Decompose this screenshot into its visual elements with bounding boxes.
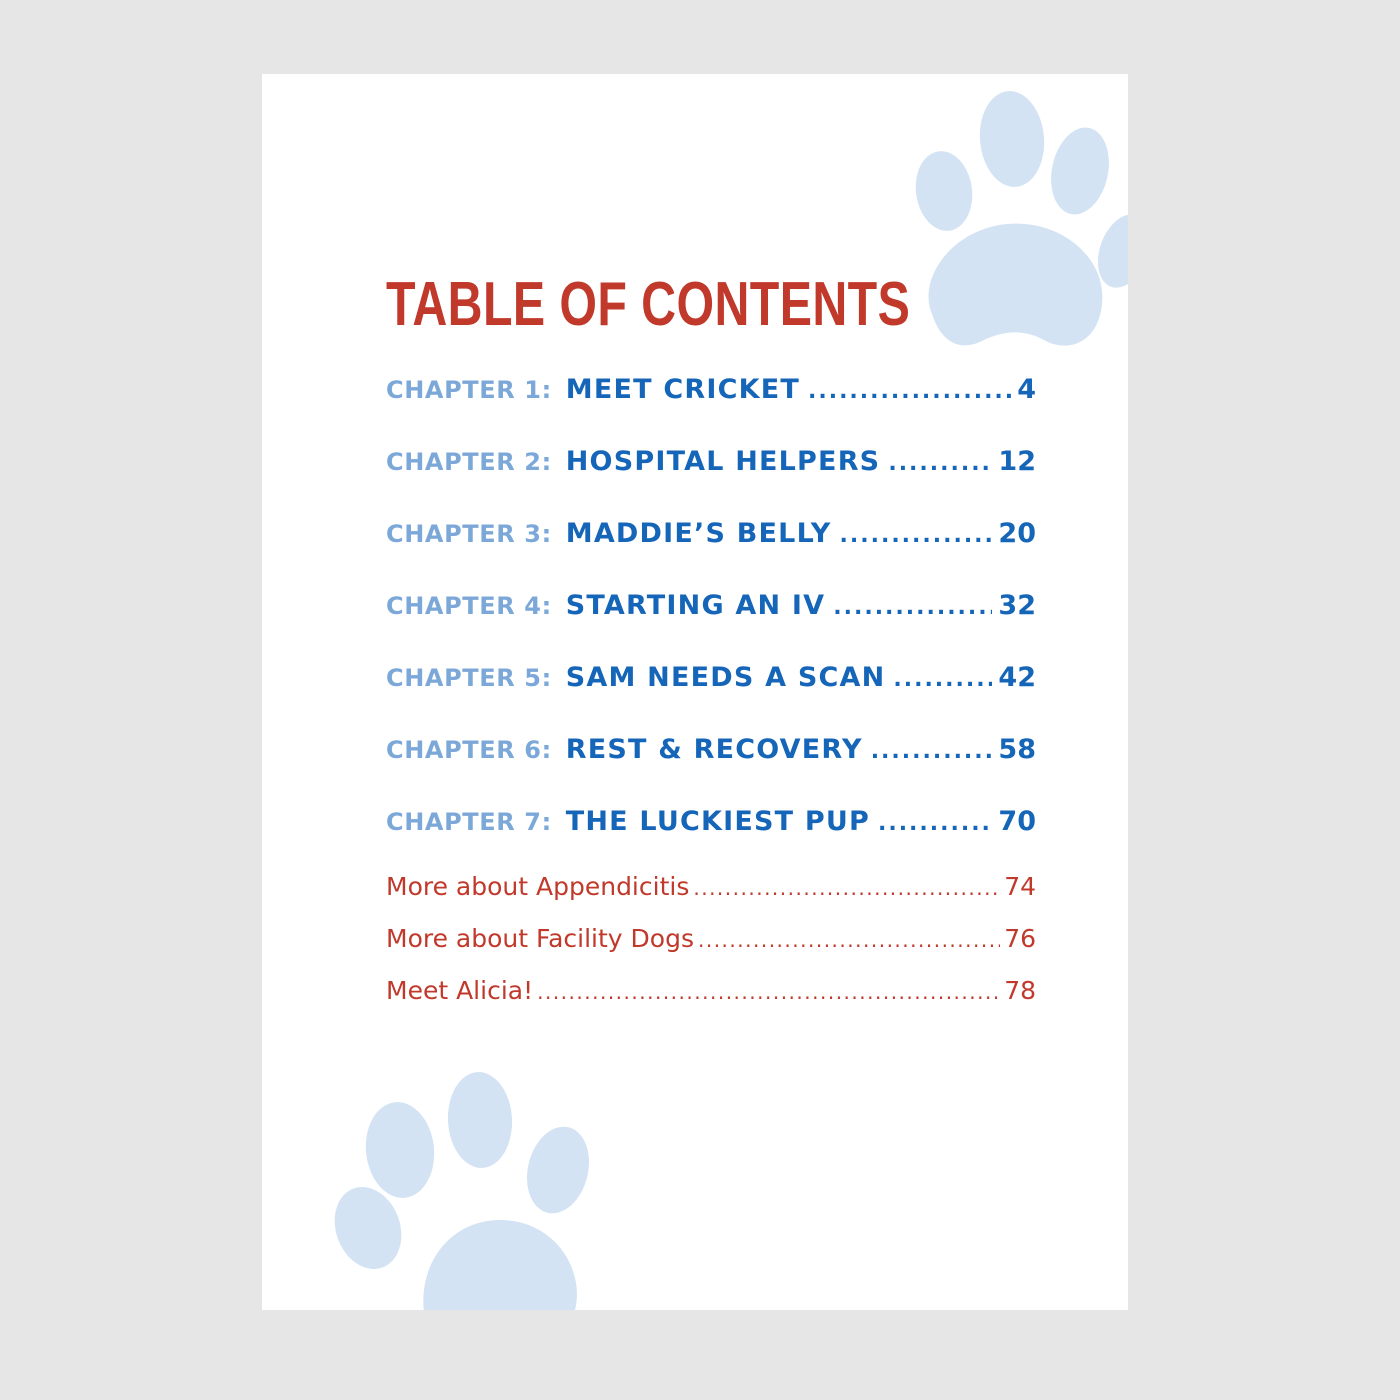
extra-section-page-number: 78 [1004, 976, 1036, 1005]
dot-leader [537, 980, 1000, 1004]
chapter-row [386, 374, 1036, 414]
extra-section-page-number: 76 [1004, 924, 1036, 953]
dot-leader [893, 667, 992, 692]
chapter-title: HOSPITAL HELPERS [565, 446, 881, 477]
chapter-number: CHAPTER 1: [386, 376, 552, 404]
dot-leader [888, 451, 992, 476]
chapter-title: STARTING AN IV [565, 590, 826, 621]
dot-leader [871, 739, 993, 764]
chapter-page-number: 70 [998, 806, 1036, 837]
chapter-title: REST & RECOVERY [565, 734, 863, 765]
chapter-row [386, 518, 1036, 558]
extra-section-row [386, 976, 1036, 1012]
chapter-row [386, 590, 1036, 630]
page-title: TABLE OF CONTENTS [386, 270, 911, 339]
chapter-title: MEET CRICKET [565, 374, 800, 405]
chapter-number: CHAPTER 3: [386, 520, 552, 548]
chapter-number: CHAPTER 4: [386, 592, 552, 620]
chapter-page-number: 12 [998, 446, 1036, 477]
chapter-row [386, 446, 1036, 486]
chapter-row [386, 734, 1036, 774]
chapter-page-number: 4 [1017, 374, 1036, 405]
dot-leader [878, 811, 992, 836]
paw-print-icon [330, 1070, 610, 1310]
chapter-page-number: 20 [998, 518, 1036, 549]
chapter-number: CHAPTER 7: [386, 808, 552, 836]
extra-section-title: More about Appendicitis [386, 872, 690, 901]
dot-leader [840, 523, 993, 548]
chapter-number: CHAPTER 5: [386, 664, 552, 692]
chapter-number: CHAPTER 2: [386, 448, 552, 476]
chapter-row [386, 662, 1036, 702]
chapter-title: MADDIE’S BELLY [565, 518, 832, 549]
chapter-row [386, 806, 1036, 846]
paw-print-icon [902, 89, 1128, 349]
chapter-page-number: 32 [998, 590, 1036, 621]
dot-leader [698, 928, 1000, 952]
extra-section-page-number: 74 [1004, 872, 1036, 901]
dot-leader [808, 379, 1011, 404]
dot-leader [693, 876, 1000, 900]
extra-section-row [386, 924, 1036, 960]
chapter-number: CHAPTER 6: [386, 736, 552, 764]
extra-section-title: Meet Alicia! [386, 976, 534, 1005]
chapter-title: THE LUCKIEST PUP [565, 806, 870, 837]
chapter-title: SAM NEEDS A SCAN [565, 662, 886, 693]
dot-leader [833, 595, 992, 620]
extra-section-row [386, 872, 1036, 908]
chapter-page-number: 58 [998, 734, 1036, 765]
extra-section-title: More about Facility Dogs [386, 924, 694, 953]
chapter-page-number: 42 [998, 662, 1036, 693]
book-page [262, 74, 1128, 1310]
